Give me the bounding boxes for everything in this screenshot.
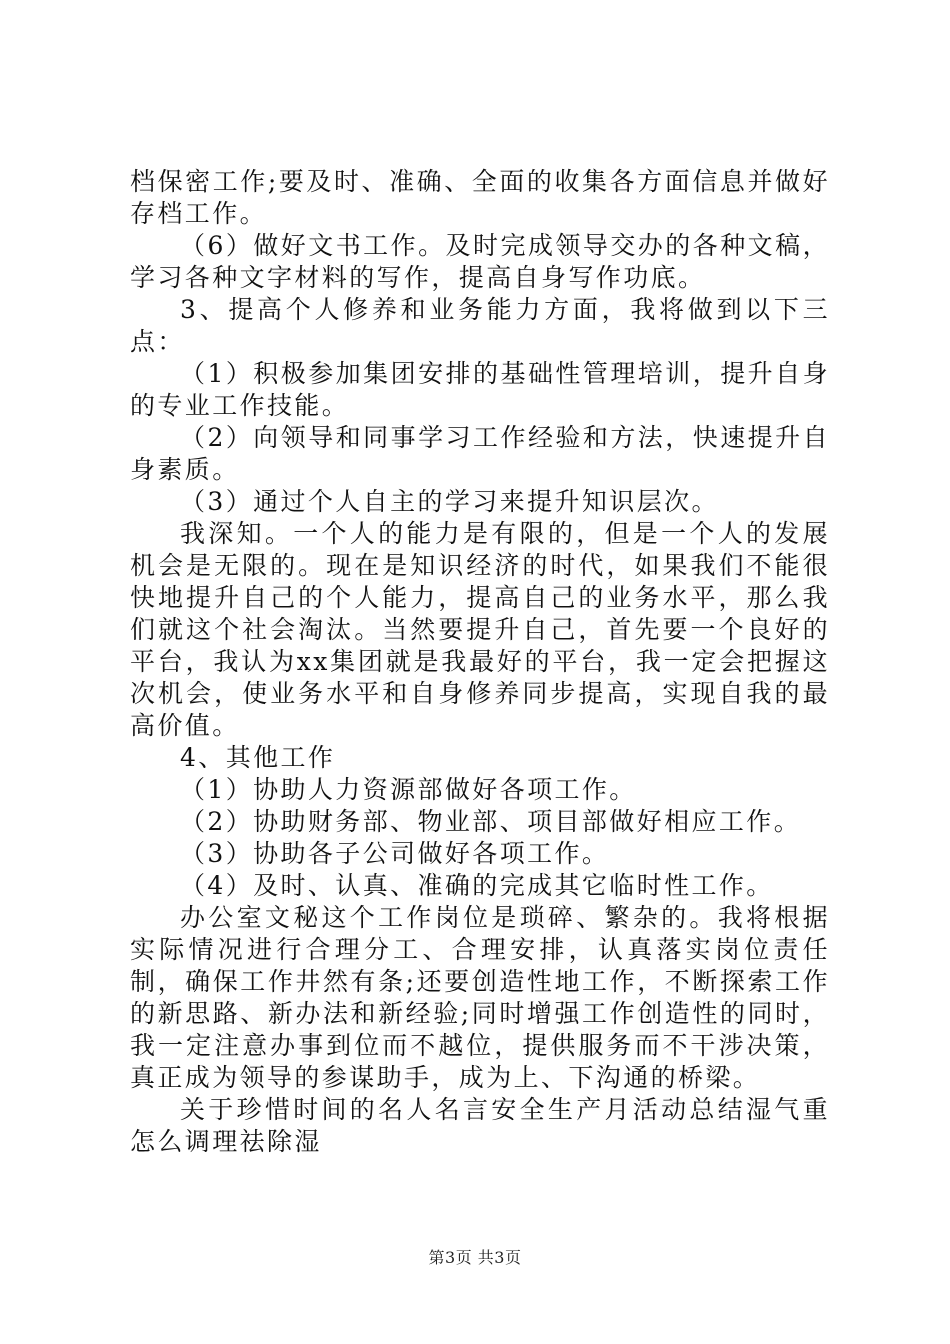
paragraph-section-3-heading: 3、提高个人修养和业务能力方面，我将做到以下三点：: [130, 295, 830, 356]
paragraph-reflection: 我深知。一个人的能力是有限的，但是一个人的发展机会是无限的。现在是知识经济的时代，如果我们不能很快地提升自己的个人能力，提高自己的业务水平，那么我们就这个社会淘汰。当然要提升自己，首先要一个良好的平台，我认为xx集团就是我最好的平台，我一定会把握这次机会，使业务水平和自身修养同步提高，实现自我的最高价值。: [130, 519, 830, 740]
paragraph-section-3-item-1: （1）积极参加集团安排的基础性管理培训，提升自身的专业工作技能。: [130, 359, 830, 420]
paragraph-item-6: （6）做好文书工作。及时完成领导交办的各种文稿，学习各种文字材料的写作，提高自身写作功底。: [130, 231, 830, 292]
paragraph-conclusion: 办公室文秘这个工作岗位是琐碎、繁杂的。我将根据实际情况进行合理分工、合理安排，认真落实岗位责任制，确保工作井然有条;还要创造性地工作，不断探索工作的新思路、新办法和新经验;同时增强工作创造性的同时，我一定注意办事到位而不越位，提供服务而不干涉决策，真正成为领导的参谋助手，成为上、下沟通的桥梁。: [130, 903, 830, 1092]
document-body: [130, 166, 830, 1158]
paragraph-trailing-keywords: 关于珍惜时间的名人名言安全生产月活动总结湿气重怎么调理祛除湿: [130, 1095, 830, 1156]
paragraph-continuation: 档保密工作;要及时、准确、全面的收集各方面信息并做好存档工作。: [130, 167, 830, 228]
paragraph-section-4-item-3: （3）协助各子公司做好各项工作。: [180, 839, 610, 868]
paragraph-section-4-item-1: （1）协助人力资源部做好各项工作。: [180, 775, 637, 804]
paragraph-section-4-item-4: （4）及时、认真、准确的完成其它临时性工作。: [180, 871, 774, 900]
page-footer: 第3页 共3页: [428, 1248, 522, 1267]
paragraph-section-4-heading: 4、其他工作: [180, 743, 336, 772]
paragraph-section-3-item-2: （2）向领导和同事学习工作经验和方法，快速提升自身素质。: [130, 423, 830, 484]
paragraph-section-3-item-3: （3）通过个人自主的学习来提升知识层次。: [180, 487, 719, 516]
paragraph-section-4-item-2: （2）协助财务部、物业部、项目部做好相应工作。: [180, 807, 802, 836]
